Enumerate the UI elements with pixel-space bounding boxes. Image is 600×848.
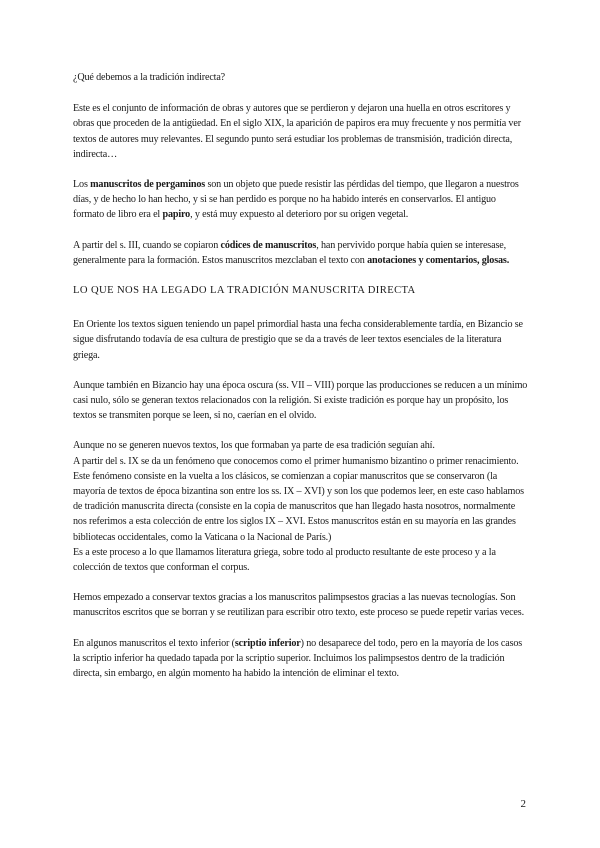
- text-run: ) no desaparece del todo, pero en la mayoría de los casos la scriptio inferior ha quedado tapada por la scriptio superior. Incluimos los palimpsestos dentro de la tradición directa, sin embargo, en algún momento ha habido la intención de eliminar el texto.: [73, 637, 523, 680]
- page-number: 2: [520, 798, 526, 810]
- paragraph-palimpsests: Hemos empezado a conservar textos gracias a los manuscritos palimpsestos gracias a las nuevas tecnologías. Son manuscritos escritos que se borran y se reutilizan para escribir otro texto, este proceso se puede repetir varias veces.: [73, 592, 524, 619]
- paragraph-indirect-tradition: Este es el conjunto de información de obras y autores que se perdieron y dejaron una huella en otros escritores y obras que proceden de la antigüedad. En el siglo XIX, la aparición de papiros era muy frecuente y nos permitía ver textos de autores muy relevantes. El segundo punto será estudiar los problemas de transmisión, tradición directa, indirecta…: [73, 103, 521, 160]
- paragraph-scriptio-inferior: [73, 636, 528, 682]
- paragraph-first-humanism: A partir del s. IX se da un fenómeno que conocemos como el primer humanismo bizantino o primer renacimiento. Este fenómeno consiste en la vuelta a los clásicos, se comienzan a copiar manuscritos que se conservaron (la mayoría de textos de época bizantina son entre los ss. IX – XVI) y son los que podemos leer, en este caso hablamos de tradición manuscrita directa (consiste en la copia de manuscritos que han llegado hasta nosotros, normalmente nos referimos a esta colección de entre los siglos IX – XVI. Estos manuscritos están en su mayoría en las grandes bibliotecas occidentales, como la Vaticana o la Nacional de París.): [73, 455, 524, 543]
- text-run: son un objeto que puede resistir las pérdidas del tiempo, que llegaron a nuestros días, y de hecho lo han hecho, y si se han perdido es porque no ha habido interés en conservarlos. El antiguo formato de libro era el: [73, 179, 519, 221]
- paragraph-dark-age: Aunque también en Bizancio hay una época oscura (ss. VII – VIII) porque las producciones se reducen a un mínimo casi nulo, sólo se generan textos relacionados con la religión. Si existe tradición es porque hay un propósito, los textos se transmiten porque se leen, si no, caerían en el olvido.: [73, 379, 528, 422]
- paragraph-parchment-manuscripts: [73, 177, 528, 223]
- bold-term-papyrus: papiro: [162, 209, 191, 221]
- section-heading: ¿Qué debemos a la tradición indirecta?: [73, 72, 226, 83]
- text-run: Los: [73, 179, 91, 191]
- document-page: [73, 70, 528, 696]
- bold-term-annotations: anotaciones y comentarios, glosas.: [367, 254, 510, 266]
- text-run: , han pervivido porque había quien se interesase, generalmente para la formación. Estos manuscritos mezclaban el texto con: [73, 239, 506, 266]
- section-title: LO QUE NOS HA LEGADO LA TRADICIÓN MANUSCRITA DIRECTA: [73, 285, 416, 297]
- text-run: A partir del s. III, cuando se copiaron: [73, 239, 221, 251]
- paragraph-tradition-continues: Aunque no se generen nuevos textos, los que formaban ya parte de esa tradición seguían ahí.: [73, 440, 435, 452]
- bold-term-codices: códices de manuscritos: [220, 239, 317, 251]
- paragraph-orient-byzantium: En Oriente los textos siguen teniendo un papel primordial hasta una fecha considerablemente tardía, en Bizancio se sigue disfrutando todavía de esa cultura de prestigio que se da a través de leer textos esenciales de la literatura griega.: [73, 319, 523, 361]
- bold-term-parchment: manuscritos de pergaminos: [90, 179, 206, 191]
- bold-term-scriptio-inferior: scriptio inferior: [234, 637, 301, 649]
- text-run: , y está muy expuesto al deterioro por su origen vegetal.: [190, 209, 409, 221]
- text-run: En algunos manuscritos el texto inferior (: [73, 637, 235, 649]
- paragraph-greek-literature: Es a este proceso a lo que llamamos literatura griega, sobre todo al producto resultante de este proceso y a la colección de textos que conforman el corpus.: [73, 546, 496, 574]
- paragraph-codices: [73, 238, 528, 268]
